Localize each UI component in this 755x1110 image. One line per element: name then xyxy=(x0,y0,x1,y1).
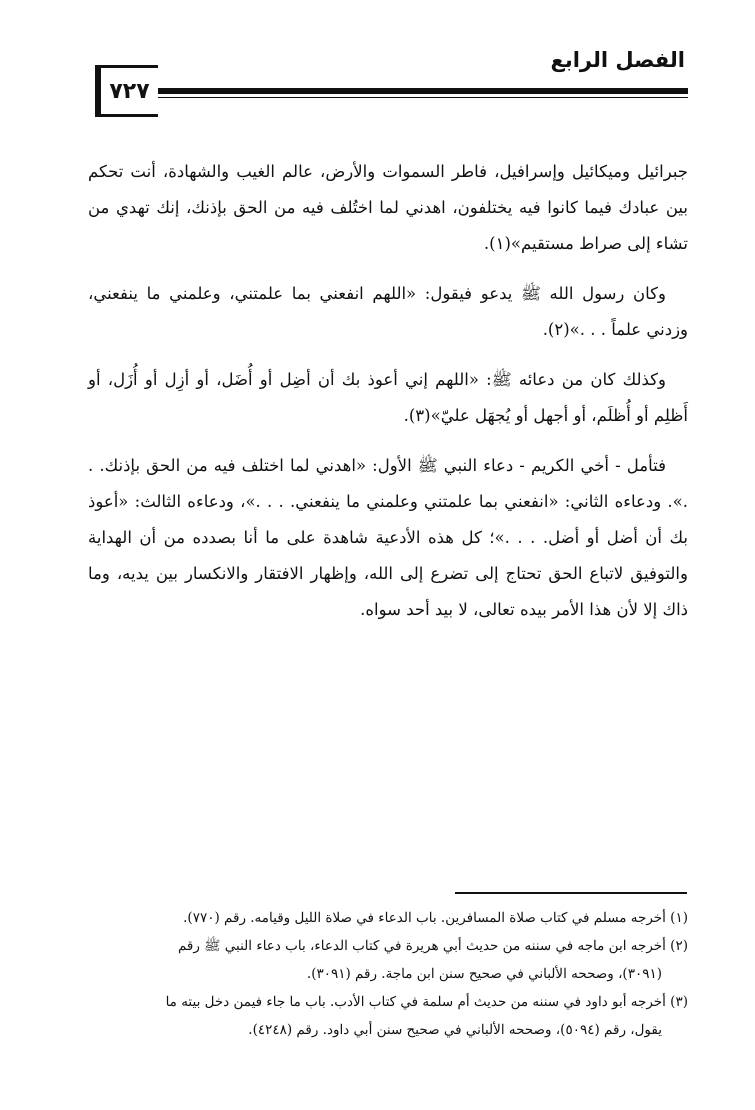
header-rule-thin xyxy=(158,97,688,98)
paragraph: فتأمل - أخي الكريم - دعاء النبي ﷺ الأول: «اهدني لما اختلف فيه من الحق بإذنك. . .». ودعاءه الثاني: «انفعني بما علمتني وعلمني ما ينفعني. . . .»، ودعاءه الثالث: «أعوذ بك أن أضل أو أضل. . . .»؛ كل هذه الأدعية شاهدة على ما أنا بصدده من أن الهداية والتوفيق لاتباع الحق تحتاج إلى تضرع إلى الله، وإظهار الافتقار والانكسار بين يديه، وما ذاك إلا لأن هذا الأمر بيده تعالى، لا بيد أحد سواه. xyxy=(88,456,688,619)
footnote-line: (٣٠٩١)، وصححه الألباني في صحيح سنن ابن ماجة. رقم (٣٠٩١). xyxy=(306,966,662,982)
body-text xyxy=(88,154,688,642)
chapter-title: الفصل الرابع xyxy=(550,48,685,72)
header-rule xyxy=(158,88,688,94)
paragraph: وكذلك كان من دعائه ﷺ: «اللهم إني أعوذ بك أن أضِل أو أُضَل، أو أزِل أو أُزَل، أو أَظلِم أو أُظلَم، أو أجهل أو يُجهَل عليّ»(٣). xyxy=(88,370,688,425)
footnote-line: (٢) أخرجه ابن ماجه في سننه من حديث أبي هريرة في كتاب الدعاء، باب دعاء النبي ﷺ رقم xyxy=(177,938,688,954)
page-number: ٧٢٧ xyxy=(95,65,158,117)
footnote-line: (١) أخرجه مسلم في كتاب صلاة المسافرين. باب الدعاء في صلاة الليل وقيامه. رقم (٧٧٠). xyxy=(183,910,688,926)
paragraph: جبرائيل وميكائيل وإسرافيل، فاطر السموات والأرض، عالم الغيب والشهادة، أنت تحكم بين عبادك فيما كانوا فيه يختلفون، اهدني لما اختُلف فيه من الحق بإذنك، إنك تهدي من تشاء إلى صراط مستقيم»(١). xyxy=(88,162,688,253)
footnote-1 xyxy=(88,904,688,932)
footnote-line: يقول، رقم (٥٠٩٤)، وصححه الألباني في صحيح سنن أبي داود. رقم (٤٢٤٨). xyxy=(248,1022,662,1038)
paragraph: وكان رسول الله ﷺ يدعو فيقول: «اللهم انفعني بما علمتني، وعلمني ما ينفعني، وزدني علماً . . .»(٢). xyxy=(88,284,688,339)
footnote-line: (٣) أخرجه أبو داود في سننه من حديث أم سلمة في كتاب الأدب. باب ما جاء فيمن دخل بيته ما xyxy=(165,994,688,1010)
footnote-2 xyxy=(88,932,688,988)
footnotes xyxy=(88,904,688,1044)
footnote-3 xyxy=(88,988,688,1044)
footnote-separator xyxy=(455,892,687,894)
